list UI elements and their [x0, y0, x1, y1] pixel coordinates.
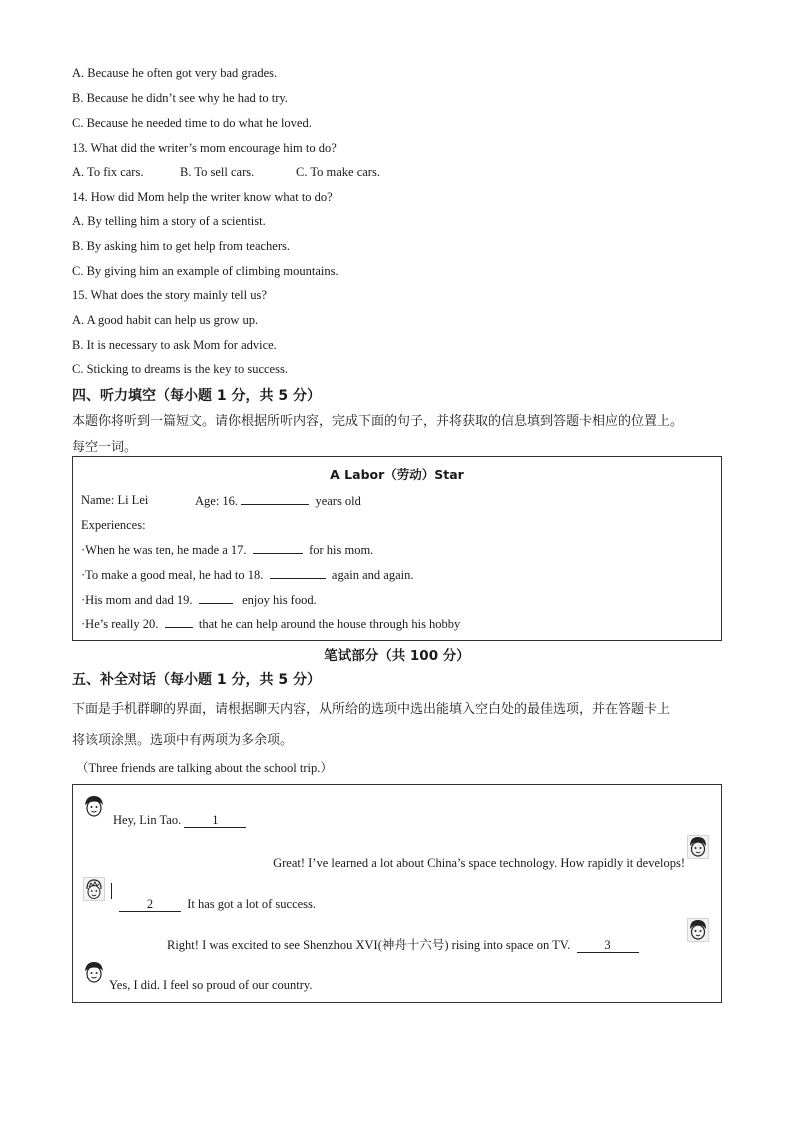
line19-pre: ·His mom and dad 19.: [81, 593, 193, 607]
age-prefix: Age: 16.: [195, 494, 242, 508]
listening-fill-box: [72, 456, 722, 641]
q14-option-b: B. By asking him to get help from teachers.: [72, 239, 291, 253]
q13-question: 13. What did the writer’s mom encourage him to do?: [72, 141, 337, 155]
friend-avatar-icon: [83, 877, 105, 901]
q14-option-c: C. By giving him an example of climbing mountains.: [72, 264, 339, 278]
box-line-20: [81, 615, 460, 632]
line17-pre: ·When he was ten, he made a 17.: [81, 543, 247, 557]
section4-instruction-1: 本题你将听到一篇短文。请你根据所听内容，完成下面的句子，并将获取的信息填到答题卡相应的位置上。: [72, 414, 684, 429]
msg1-text: Hey, Lin Tao.: [113, 813, 182, 827]
q15-option-b: B. It is necessary to ask Mom for advice.: [72, 338, 277, 352]
chat-blank-2[interactable]: 2: [119, 897, 181, 912]
chat-box: [72, 784, 722, 1003]
girl-avatar-icon: [83, 795, 105, 819]
q15-question: 15. What does the story mainly tell us?: [72, 288, 267, 302]
age-suffix: years old: [315, 494, 361, 508]
section5-heading: 五、补全对话（每小题 1 分，共 5 分）: [72, 672, 321, 688]
chat-message-4: [167, 937, 639, 953]
q12-option-a: A. Because he often got very bad grades.: [72, 66, 278, 80]
section5-instruction-2: 将该项涂黑。选项中有两项为多余项。: [72, 733, 294, 748]
box-experiences: Experiences:: [81, 518, 146, 532]
msg4-text: Right! I was excited to see Shenzhou XVI(神舟十六号) rising into space on TV.: [167, 938, 571, 952]
box-title: A Labor（劳动）Star: [330, 467, 464, 482]
boy-avatar-icon-2: [687, 918, 709, 942]
blank-17[interactable]: [253, 541, 303, 554]
line20-post: that he can help around the house through his hobby: [198, 617, 461, 631]
boy-avatar-icon: [687, 835, 709, 859]
box-line-17: [81, 541, 373, 558]
girl-avatar-icon-2: [83, 961, 105, 985]
written-part-title: 笔试部分（共 100 分）: [324, 648, 470, 664]
blank-18[interactable]: [270, 566, 326, 579]
box-line-19: [81, 591, 317, 608]
q14-option-a: A. By telling him a story of a scientist.: [72, 214, 266, 228]
chat-message-5: Yes, I did. I feel so proud of our country.: [109, 978, 313, 992]
chat-blank-1[interactable]: 1: [184, 813, 246, 828]
section5-instruction-1: 下面是手机群聊的界面，请根据聊天内容，从所给的选项中选出能填入空白处的最佳选项，并在答题卡上: [72, 702, 671, 717]
q13-option-b: B. To sell cars.: [180, 165, 255, 179]
line18-post: again and again.: [331, 568, 414, 582]
text-cursor: [111, 883, 112, 899]
chat-blank-3[interactable]: 3: [577, 938, 639, 953]
line18-pre: ·To make a good meal, he had to 18.: [81, 568, 264, 582]
q13-option-c: C. To make cars.: [296, 165, 380, 179]
box-age: [195, 492, 361, 509]
q12-option-c: C. Because he needed time to do what he loved.: [72, 116, 312, 130]
box-name: Name: Li Lei: [81, 493, 149, 507]
q12-option-b: B. Because he didn’t see why he had to try.: [72, 91, 288, 105]
q15-option-a: A. A good habit can help us grow up.: [72, 313, 259, 327]
q13-option-a: A. To fix cars.: [72, 165, 144, 179]
line19-post: enjoy his food.: [242, 593, 317, 607]
blank-16[interactable]: [241, 492, 309, 505]
section4-heading: 四、听力填空（每小题 1 分，共 5 分）: [72, 388, 321, 404]
q14-question: 14. How did Mom help the writer know what to do?: [72, 190, 333, 204]
q15-option-c: C. Sticking to dreams is the key to success.: [72, 362, 288, 376]
dialogue-context: （Three friends are talking about the school trip.）: [76, 761, 333, 775]
chat-message-1: [113, 812, 246, 828]
blank-19[interactable]: [199, 591, 233, 604]
chat-message-2: Great! I’ve learned a lot about China’s space technology. How rapidly it develops!: [273, 856, 685, 870]
section4-instruction-2: 每空一词。: [72, 440, 138, 455]
blank-20[interactable]: [165, 615, 193, 628]
line17-post: for his mom.: [309, 543, 374, 557]
msg3-text: It has got a lot of success.: [187, 897, 317, 911]
chat-message-3: [119, 896, 316, 912]
line20-pre: ·He’s really 20.: [81, 617, 159, 631]
box-line-18: [81, 566, 413, 583]
